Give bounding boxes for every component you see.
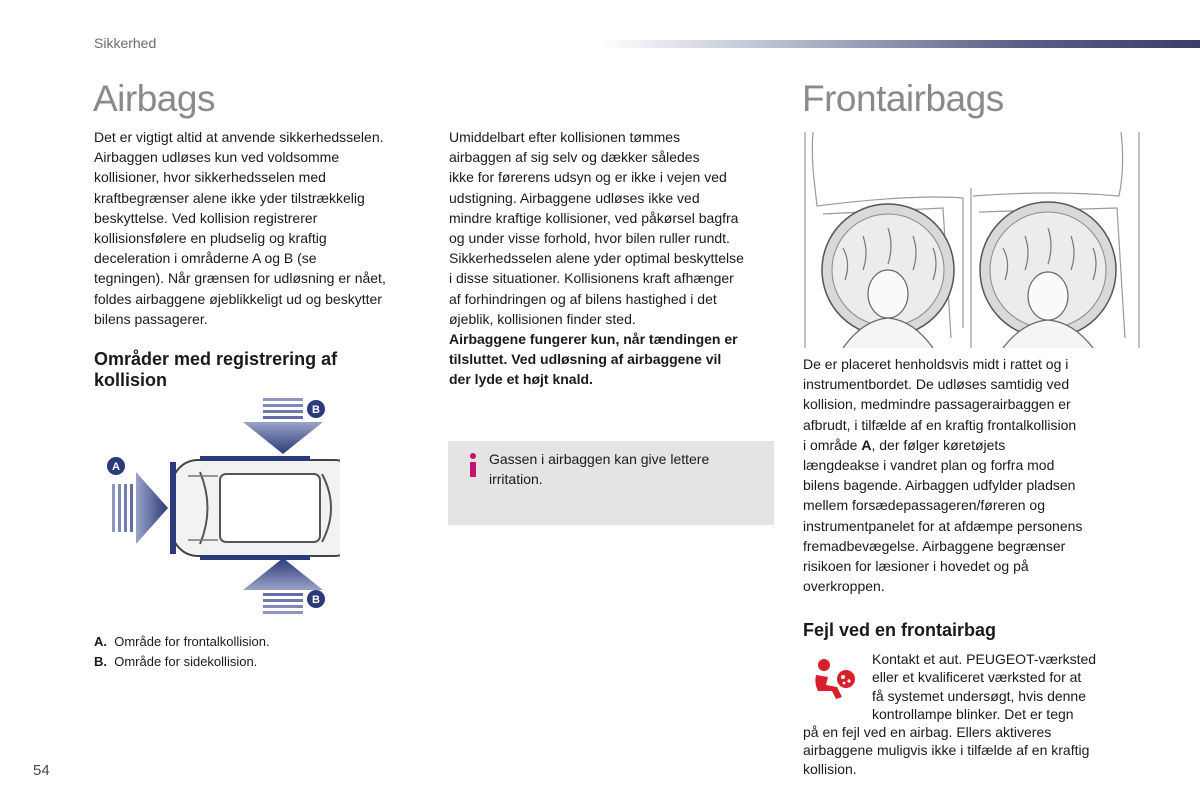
page-title-airbags: Airbags <box>93 78 215 119</box>
front-airbags-illustration <box>803 128 1141 348</box>
page-title-frontairbags: Frontairbags <box>802 78 1004 119</box>
frontal-impact-arrow <box>112 472 168 544</box>
info-note-text: Gassen i airbaggen kan give lettere irritation. <box>489 451 710 488</box>
airbag-warning-icon <box>810 655 858 703</box>
header-gradient-bar <box>600 40 1200 48</box>
label-b-bottom: B <box>312 594 320 606</box>
intro-paragraph: Det er vigtigt altid at anvende sikkerhedsselen. Airbaggen udløses kun ved voldsomme kollisioner, hvor sikkerhedsselen med kraftbegrænser alene ikke yder tilstrækkelig beskyttelse. Ved kollision registrerer kollisionsfølere en pludselig og kraftig deceleration i områderne A og B (se tegningen). Når grænsen for udløsning er nået, foldes airbaggene øjeblikkeligt ud og beskytter bilens passagerer. <box>94 129 386 327</box>
driver-airbag <box>822 204 954 348</box>
section-label: Sikkerhed <box>94 35 157 51</box>
fault-text-indented: Kontakt et aut. PEUGEOT-værksted eller et kvalificeret værksted for at få systemet undersøgt, hvis denne kontrollampe blinker. Det er tegn <box>872 651 1097 723</box>
page-number: 54 <box>33 762 50 779</box>
fault-text: på en fejl ved en airbag. Ellers aktiveres airbaggene muligvis ikke i tilfælde af en kraftig kollision. <box>803 724 1090 777</box>
deflation-paragraph: Umiddelbart efter kollisionen tømmes airbaggen af sig selv og dækker således ikke for førerens udsyn og er ikke i vejen ved udstigning. Airbaggene udløses ikke ved mindre kraftige kollisioner, ved påkørsel bagfra og under visse forhold, hvor bilen ruller rundt. Sikkerhedsselen alene yder optimal beskyttelse i disse situationer. Kollisionens kraft afhænger af forhindringen og af bilens hastighed i det øjeblik, kollisionen finder sted. Airbaggene fungerer kun, når tændingen er tilsluttet. Ved udløsning af airbaggene vil der lyde et højt knald. <box>449 127 779 390</box>
front-airbag-description: De er placeret henholdsvis midt i rattet og i instrumentbordet. De udløses samtidig ved kollision, medmindre passagerairbaggen er afbrudt, i tilfælde af en kraftig frontalkollision i område A, der følger køretøjets længdeakse i vandret plan og forfra mod bilens bagende. Airbaggen udfylder pladsen mellem forsædepassageren/føreren og instrumentpanelet for at afdæmpe personens fremadbevægelse. Airbaggene begrænser risikoen for læsioner i hovedet og på overkroppen. <box>803 356 1083 595</box>
collision-zones-diagram <box>100 392 340 620</box>
info-icon <box>466 452 480 478</box>
car-top-view <box>170 456 340 560</box>
label-a: A <box>112 461 120 473</box>
passenger-airbag <box>980 202 1116 348</box>
fault-heading: Fejl ved en frontairbag <box>803 620 997 640</box>
label-b-top: B <box>312 404 320 416</box>
legend-b: B. Område for sidekollision. <box>94 654 258 669</box>
detection-zones-heading: Områder med registrering af kollision <box>94 349 338 390</box>
ignition-warning: Airbaggene fungerer kun, når tændingen er <box>449 331 738 348</box>
legend-a: A. Område for frontalkollision. <box>94 634 270 649</box>
